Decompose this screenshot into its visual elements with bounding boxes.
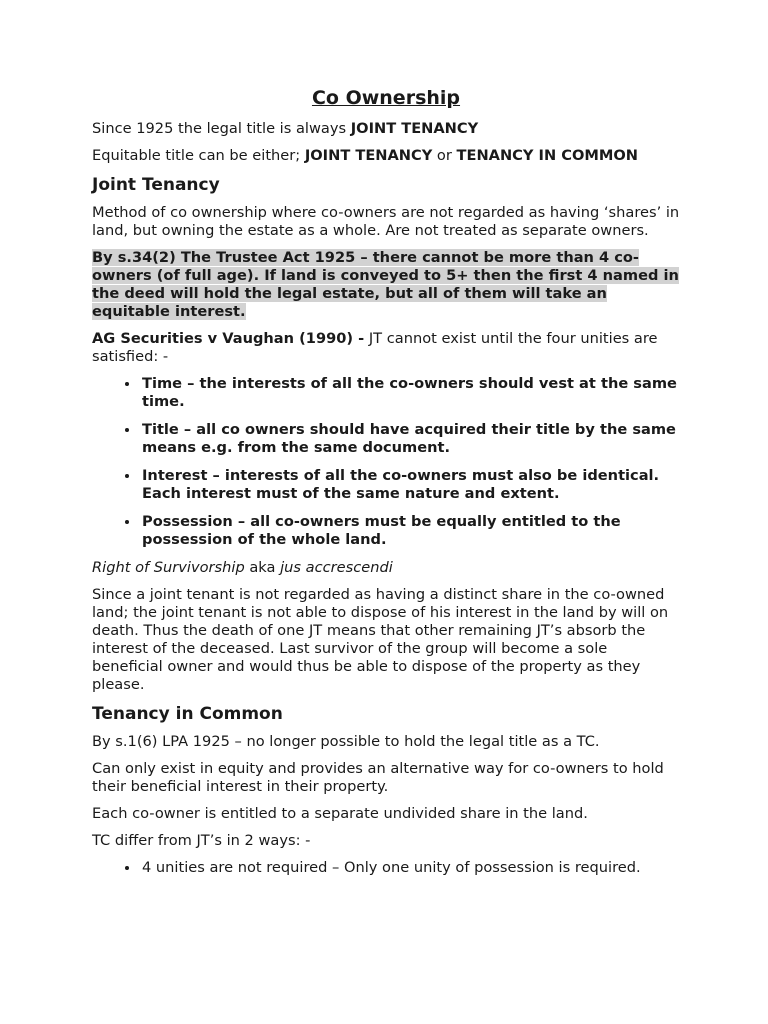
tc-difference-1: • 4 unities are not required – Only one unity of possession is required. (140, 859, 680, 877)
intro-line2-or: or (432, 147, 457, 164)
tc-paragraph-1: By s.1(6) LPA 1925 – no longer possible to hold the legal title as a TC. (92, 733, 600, 750)
trustee-act-paragraph (92, 249, 680, 321)
survivorship-latin: jus accrescendi (280, 559, 393, 576)
unity-possession: • Possession – all co-owners must be equally entitled to the possession of the whole land. (140, 513, 680, 549)
intro-line1-text: Since 1925 the legal title is always (92, 120, 351, 137)
survivorship-heading (92, 559, 680, 577)
page-title: Co Ownership (311, 87, 461, 109)
tc-differences-list (92, 859, 680, 877)
case-name: AG Securities v Vaughan (1990) - (92, 330, 365, 347)
intro-legal-title (92, 120, 680, 138)
tc-paragraph-2: Can only exist in equity and provides an alternative way for co-owners to hold their beneficial interest in their property. (92, 760, 664, 795)
case-text: JT cannot exist until the four unities are satisfied: - (92, 330, 658, 365)
intro-line1-bold: JOINT TENANCY (350, 120, 479, 137)
survivorship-paragraph: Since a joint tenant is not regarded as having a distinct share in the co-owned land; the joint tenant is not able to dispose of his interest in the land by will on death. Thus the death of one JT means that other remaining JT’s absorb the interest of the deceased. Last survivor of the group will become a sole beneficial owner and would thus be able to dispose of the property as they please. (92, 586, 669, 693)
tenancy-in-common-heading: Tenancy in Common (92, 704, 283, 724)
intro-line2-text: Equitable title can be either; (92, 147, 305, 164)
unity-time: • Time – the interests of all the co-owners should vest at the same time. (140, 375, 680, 411)
tc-paragraph-4: TC differ from JT’s in 2 ways: - (92, 832, 311, 849)
joint-tenancy-definition: Method of co ownership where co-owners are not regarded as having ‘shares’ in land, but owning the estate as a whole. Are not treated as separate owners. (92, 204, 680, 239)
intro-line2-bold2: TENANCY IN COMMON (456, 147, 639, 164)
survivorship-label: Right of Survivorship (92, 559, 245, 576)
case-paragraph (92, 330, 680, 366)
intro-line2-bold1: JOINT TENANCY (304, 147, 433, 164)
unity-interest: • Interest – interests of all the co-owners must also be identical. Each interest must of the same nature and extent. (140, 467, 680, 503)
tc-paragraph-3: Each co-owner is entitled to a separate undivided share in the land. (92, 805, 588, 822)
trustee-act-highlight: By s.34(2) The Trustee Act 1925 – there cannot be more than 4 co-owners (of full age). If land is conveyed to 5+ then the first 4 named in the deed will hold the legal estate, but all of them will take an equitable interest. (92, 249, 679, 320)
joint-tenancy-heading: Joint Tenancy (92, 175, 220, 195)
unity-title: • Title – all co owners should have acquired their title by the same means e.g. from the same document. (140, 421, 680, 457)
unities-list (92, 375, 680, 549)
intro-equitable-title (92, 147, 680, 165)
survivorship-aka: aka (244, 559, 281, 576)
